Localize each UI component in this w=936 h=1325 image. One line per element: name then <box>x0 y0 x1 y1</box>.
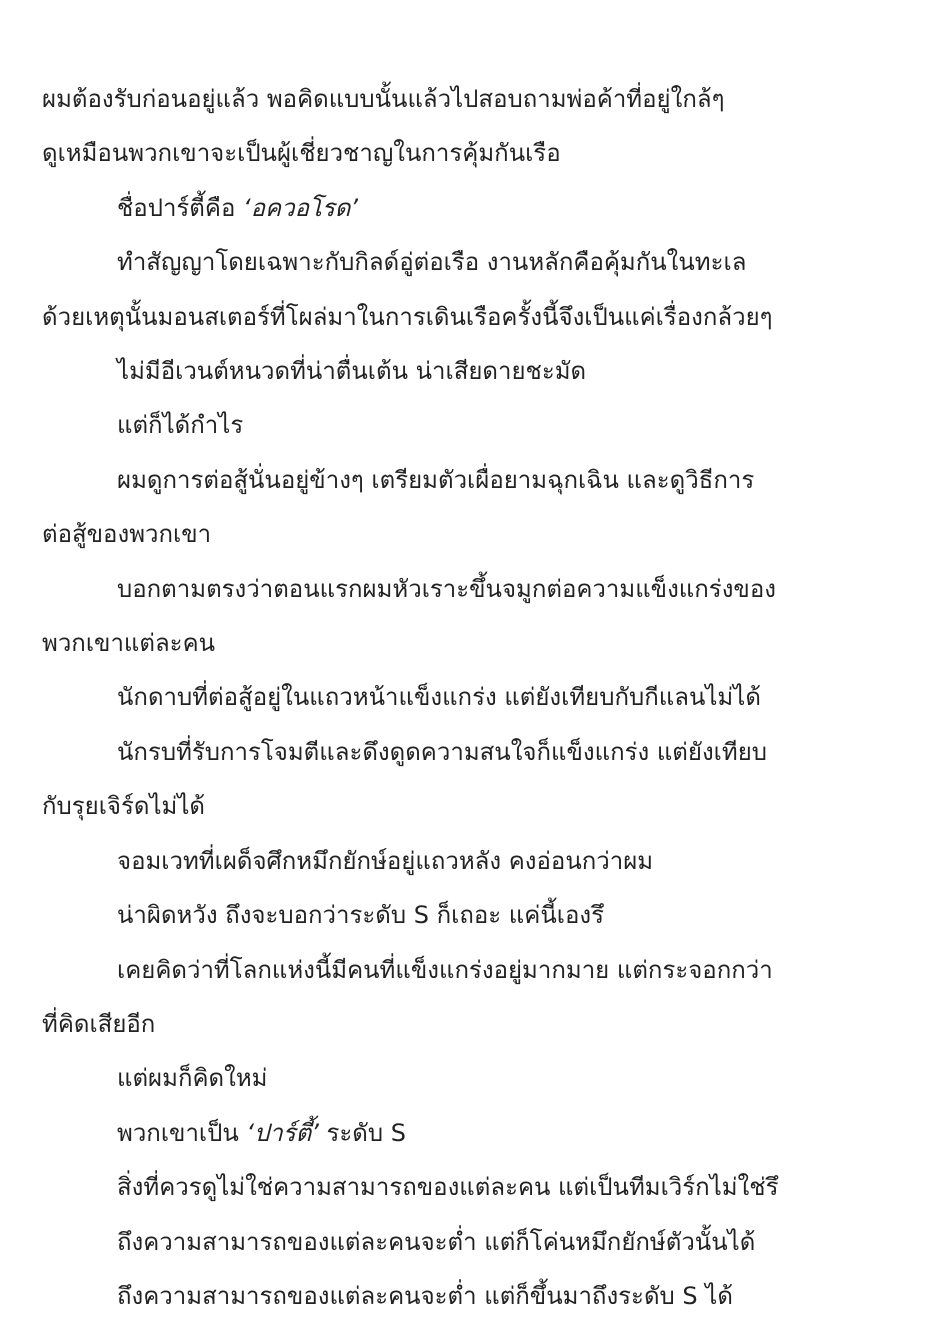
line-20-party-level <box>42 1106 842 1160</box>
line-13: นักรบที่รับการโจมตีและดึงดูดความสนใจก็แข็งแกร่ง แต่ยังเทียบ <box>117 737 767 766</box>
party-name: ‘อควอโรด’ <box>243 193 358 222</box>
line-4: ทำสัญญาโดยเฉพาะกับกิลด์อู่ต่อเรือ งานหลักคือคุ้มกันในทะเล <box>117 248 747 277</box>
line-19: แต่ผมก็คิดใหม่ <box>117 1064 268 1093</box>
line-17: เคยคิดว่าที่โลกแห่งนี้มีคนที่แข็งแกร่งอยู่มากมาย แต่กระจอกกว่า <box>117 955 773 984</box>
line-16: น่าผิดหวัง ถึงจะบอกว่าระดับ S ก็เถอะ แค่นี้เองรึ <box>117 901 604 930</box>
line-22: ถึงความสามารถของแต่ละคนจะต่ำ แต่ก็โค่นหมึกยักษ์ตัวนั้นได้ <box>117 1227 756 1256</box>
line-12: นักดาบที่ต่อสู้อยู่ในแถวหน้าแข็งแกร่ง แต่ยังเทียบกับกีแลนไม่ได้ <box>117 683 761 712</box>
line-2: ดูเหมือนพวกเขาจะเป็นผู้เชี่ยวชาญในการคุ้มกันเรือ <box>42 139 561 168</box>
party-word: ‘ปาร์ตี้’ <box>246 1118 319 1147</box>
line-9: ต่อสู้ของพวกเขา <box>42 520 212 549</box>
line-11: พวกเขาแต่ละคน <box>42 629 216 658</box>
body-text <box>42 72 842 1323</box>
line-1: ผมต้องรับก่อนอยู่แล้ว พอคิดแบบนั้นแล้วไปสอบถามพ่อค้าที่อยู่ใกล้ๆ <box>42 85 725 113</box>
line-23: ถึงความสามารถของแต่ละคนจะต่ำ แต่ก็ขึ้นมาถึงระดับ S ได้ <box>117 1281 733 1310</box>
line-7: แต่ก็ได้กำไร <box>117 411 244 440</box>
line-10: บอกตามตรงว่าตอนแรกผมหัวเราะขึ้นจมูกต่อความแข็งแกร่งของ <box>117 574 776 603</box>
line-14: กับรุยเจิร์ดไม่ได้ <box>42 792 206 821</box>
line-6: ไม่มีอีเวนต์หนวดที่น่าตื่นเต้น น่าเสียดายชะมัด <box>117 357 587 386</box>
party-level-prefix: พวกเขาเป็น <box>117 1118 247 1147</box>
line-8: ผมดูการต่อสู้นั่นอยู่ข้างๆ เตรียมตัวเผื่อยามฉุกเฉิน และดูวิธีการ <box>117 465 755 494</box>
line-15: จอมเวทที่เผด็จศึกหมึกยักษ์อยู่แถวหลัง คงอ่อนกว่าผม <box>117 846 654 875</box>
line-3-party-name <box>42 181 842 235</box>
line-18: ที่คิดเสียอีก <box>42 1009 156 1038</box>
line-21: สิ่งที่ควรดูไม่ใช่ความสามารถของแต่ละคน แต่เป็นทีมเวิร์กไม่ใช่รึ <box>117 1173 779 1202</box>
line-5: ด้วยเหตุนั้นมอนสเตอร์ที่โผล่มาในการเดินเรือครั้งนี้จึงเป็นแค่เรื่องกล้วยๆ <box>42 302 773 331</box>
party-name-prefix: ชื่อปาร์ตี้คือ <box>117 193 243 222</box>
party-level-suffix: ระดับ S <box>318 1118 406 1147</box>
